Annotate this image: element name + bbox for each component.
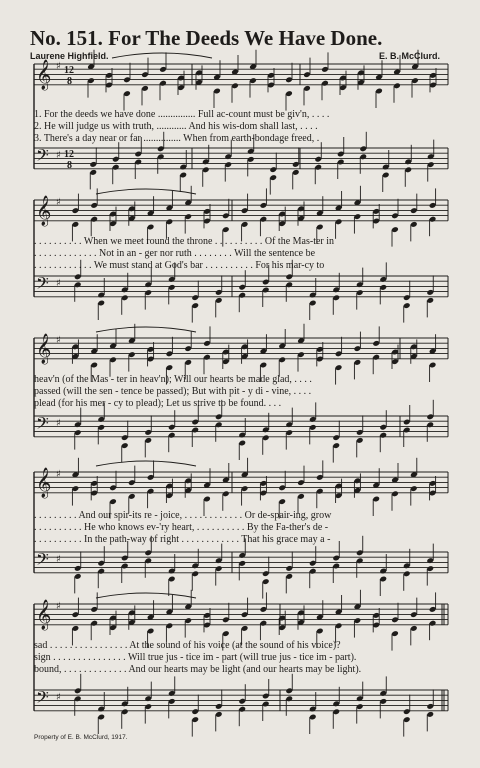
- bass-clef-icon: 𝄢: [36, 413, 49, 437]
- lyrics-system-3-verse-3: plead (for his mer - cy to plead); Let us strive to be found. . . .: [34, 398, 282, 409]
- sharp-icon: ♯: [56, 554, 61, 565]
- treble-clef-icon: 𝄞: [36, 600, 52, 630]
- lyrics-system-1-verse-1: 1. For the deeds we have done ............... Full ac-count must be giv'n, . . . .: [34, 109, 330, 120]
- sharp-icon: ♯: [56, 601, 61, 612]
- sharp-icon: ♯: [56, 278, 61, 289]
- hymn-title: No. 151. For The Deeds We Have Done.: [30, 26, 383, 50]
- treble-clef-icon: 𝄞: [36, 196, 52, 226]
- lyrics-system-2-verse-1: . . . . . . . . . . When we meet round the throne . . . . . . . . . . Of the Mas-ter in: [34, 236, 335, 247]
- lyrics-system-4-verse-1: . . . . . . . . . And our spir-its re - joice, . . . . . . . . . . . . Or de-spair-ing, grow: [34, 510, 332, 521]
- composer-credit: E. B. McClurd.: [378, 51, 440, 61]
- bass-clef-icon: 𝄢: [36, 145, 49, 169]
- bass-clef-icon: 𝄢: [36, 549, 49, 573]
- treble-clef-icon: 𝄞: [36, 468, 52, 498]
- sharp-icon: ♯: [56, 197, 61, 208]
- sharp-icon: ♯: [56, 418, 61, 429]
- time-signature-top: 12: [64, 65, 74, 76]
- sharp-icon: ♯: [56, 61, 61, 72]
- sharp-icon: ♯: [56, 469, 61, 480]
- bass-clef-icon: 𝄢: [36, 273, 49, 297]
- sharp-icon: ♯: [56, 150, 61, 161]
- lyrics-system-4-verse-3: . . . . . . . . . . In the path-way of right . . . . . . . . . . . . That his grace may a -: [34, 534, 331, 545]
- lyrics-system-5-verse-3: bound, . . . . . . . . . . . . . And our hearts may be light (and our hearts may be light).: [34, 664, 362, 675]
- treble-clef-icon: 𝄞: [36, 334, 52, 364]
- lyrics-system-2-verse-3: . . . . . . . . . . . . We must stand at God's bar . . . . . . . . . . For his mar-cy to: [34, 260, 325, 271]
- slur: [112, 53, 212, 58]
- time-signature-bottom: 8: [67, 160, 72, 171]
- copyright-footer: Property of E. B. McClurd, 1917.: [34, 734, 128, 741]
- lyrics-system-3-verse-2: passed (will the sen - tence be passed); But with pit - y di - vine, . . . .: [34, 386, 312, 397]
- treble-clef-icon: 𝄞: [36, 60, 52, 90]
- time-signature-bottom: 8: [67, 76, 72, 87]
- bass-clef-icon: 𝄢: [36, 687, 49, 711]
- sharp-icon: ♯: [56, 692, 61, 703]
- lyrics-system-4-verse-2: . . . . . . . . . . He who knows ev-'ry heart, . . . . . . . . . . By the Fa-ther's de -: [34, 522, 329, 533]
- sharp-icon: ♯: [56, 335, 61, 346]
- slur: [96, 189, 196, 194]
- lyrics-system-5-verse-1: sad . . . . . . . . . . . . . . . . At the sound of his voice (at the sound of his voice)?: [34, 640, 341, 651]
- lyricist-credit: Laurene Highfield.: [30, 51, 109, 61]
- lyrics-system-2-verse-2: . . . . . . . . . . . . . Not in an - ger nor ruth . . . . . . . . Will the sentence be: [34, 248, 316, 259]
- slur: [96, 327, 196, 332]
- lyrics-system-5-verse-2: sign . . . . . . . . . . . . . . . Will true jus - tice im - part (will true jus - tice im - part).: [34, 652, 357, 663]
- lyrics-system-3-verse-1: heav'n (of the Mas - ter in heav'n); Will our hearts be made glad, . . . .: [34, 374, 312, 385]
- slur: [96, 593, 196, 598]
- lyrics-system-1-verse-3: 3. There's a day near or far ............... When from earth-bondage freed, .: [34, 133, 320, 144]
- lyrics-system-1-verse-2: 2. He will judge us with truth, ............ And his wis-dom shall last, . . . .: [34, 121, 318, 132]
- slur: [96, 461, 196, 466]
- time-signature-top: 12: [64, 149, 74, 160]
